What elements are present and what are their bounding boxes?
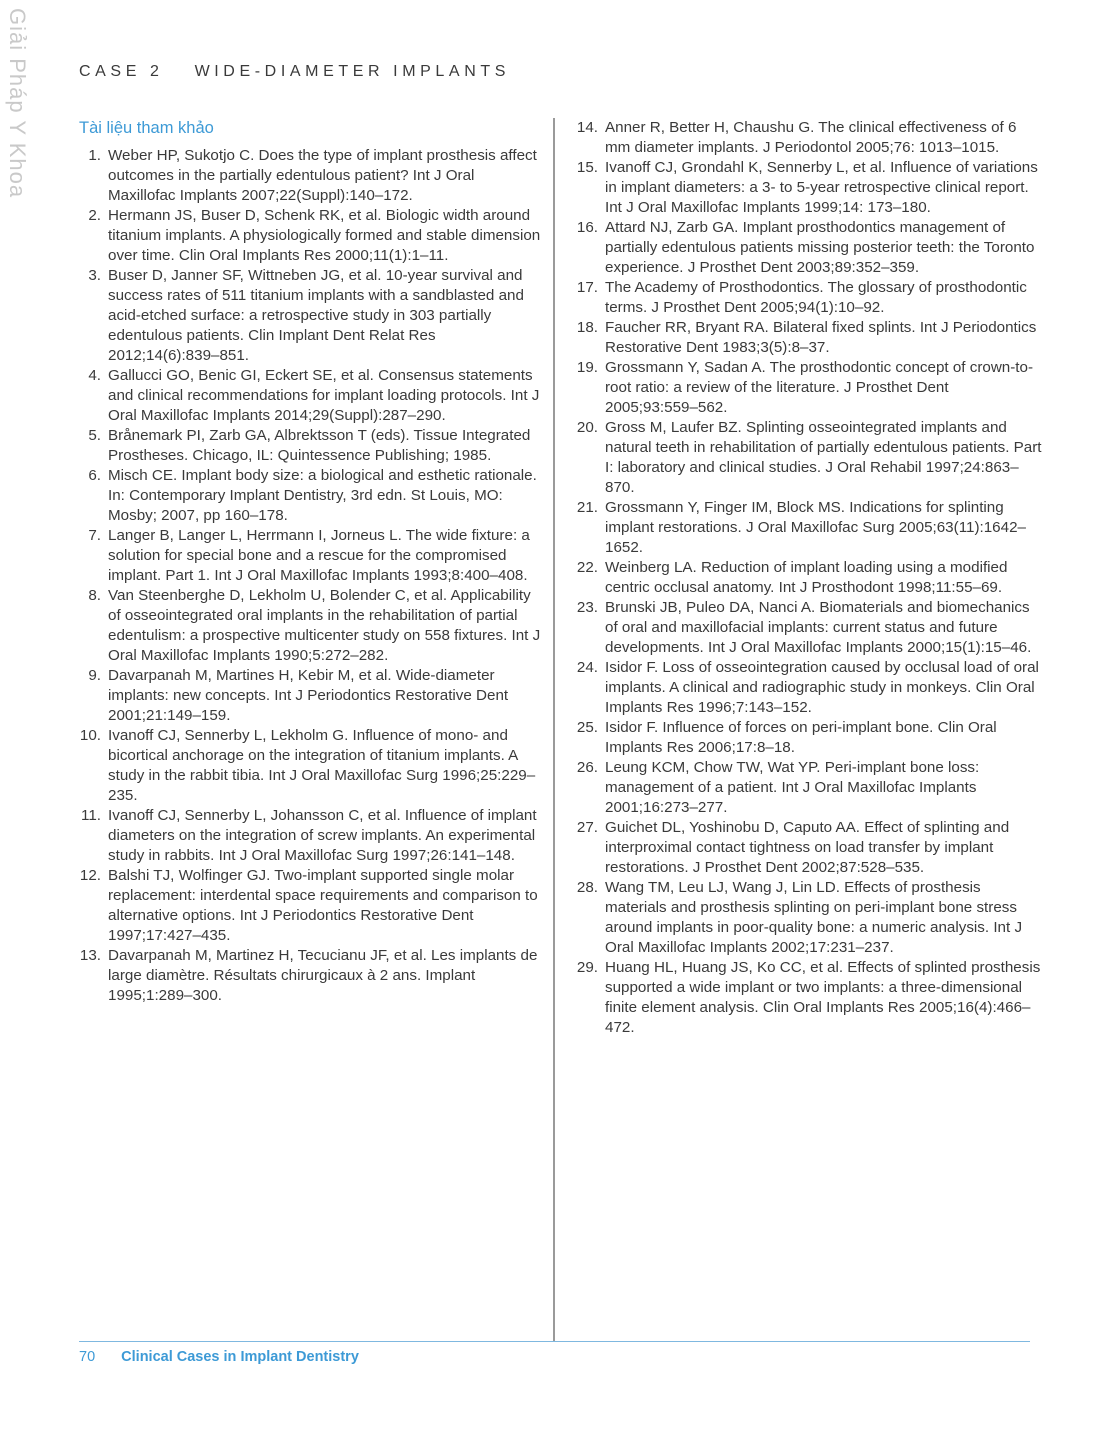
reference-number: 19.	[576, 359, 598, 376]
reference-item	[79, 466, 541, 526]
reference-text: Faucher RR, Bryant RA. Bilateral fixed splints. Int J Periodontics Restorative Dent 1983;3(5):8–37.	[605, 319, 1037, 356]
reference-list-left	[79, 146, 541, 1006]
reference-text: Gallucci GO, Benic GI, Eckert SE, et al. Consensus statements and clinical recommendations for implant loading protocols. Int J Oral Maxillofac Implants 2014;29(Suppl):287–290.	[108, 367, 540, 424]
watermark: Giải Pháp Y Khoa	[5, 8, 30, 199]
reference-number: 17.	[576, 279, 598, 296]
reference-item	[573, 958, 1043, 1038]
reference-text: Weinberg LA. Reduction of implant loading using a modified centric occlusal anatomy. Int J Prosthodont 1998;11:55–69.	[605, 559, 1008, 596]
reference-item	[573, 558, 1043, 598]
reference-text: Grossmann Y, Sadan A. The prosthodontic concept of crown-to-root ratio: a review of the literature. J Prosthet Dent 2005;93:559–562.	[605, 359, 1034, 416]
reference-number: 13.	[79, 947, 101, 964]
reference-number: 14.	[576, 119, 598, 136]
reference-number: 18.	[576, 319, 598, 336]
reference-item	[573, 718, 1043, 758]
reference-item	[79, 526, 541, 586]
column-divider	[553, 118, 555, 1342]
reference-number: 12.	[79, 867, 101, 884]
reference-number: 25.	[576, 719, 598, 736]
reference-text: Ivanoff CJ, Sennerby L, Johansson C, et al. Influence of implant diameters on the integration of screw implants. An experimental study in rabbits. Int J Oral Maxillofac Surg 1997;26:141–148.	[108, 807, 537, 864]
reference-item	[573, 158, 1043, 218]
reference-number: 24.	[576, 659, 598, 676]
reference-text: Isidor F. Loss of osseointegration caused by occlusal load of oral implants. A clinical and radiographic study in monkeys. Clin Oral Implants Res 1996;7:143–152.	[605, 659, 1039, 716]
reference-number: 22.	[576, 559, 598, 576]
reference-number: 7.	[88, 527, 101, 544]
reference-item	[573, 818, 1043, 878]
footer-rule	[79, 1341, 1030, 1342]
reference-text: Hermann JS, Buser D, Schenk RK, et al. Biologic width around titanium implants. A physiologically formed and stable dimension over time. Clin Oral Implants Res 2000;11(1):1–11.	[108, 207, 541, 264]
reference-number: 8.	[88, 587, 101, 604]
reference-item	[573, 758, 1043, 818]
reference-number: 26.	[576, 759, 598, 776]
reference-item	[79, 946, 541, 1006]
references-column-left	[79, 118, 541, 1006]
reference-item	[79, 146, 541, 206]
reference-number: 27.	[576, 819, 598, 836]
reference-text: Attard NJ, Zarb GA. Implant prosthodontics management of partially edentulous patients missing posterior teeth: the Toronto experience. J Prosthet Dent 2003;89:352–359.	[605, 219, 1035, 276]
reference-item	[79, 206, 541, 266]
reference-item	[573, 598, 1043, 658]
footer	[79, 1349, 359, 1365]
reference-text: Gross M, Laufer BZ. Splinting osseointegrated implants and natural teeth in rehabilitation of partially edentulous patients. Part I: laboratory and clinical studies. J Oral Rehabil 1997;24:863–870.	[605, 419, 1042, 496]
reference-item	[573, 878, 1043, 958]
reference-number: 6.	[88, 467, 101, 484]
reference-text: Ivanoff CJ, Sennerby L, Lekholm G. Influence of mono- and bicortical anchorage on the integration of titanium implants. A study in the rabbit tibia. Int J Oral Maxillofac Surg 1996;25:229–235.	[108, 727, 536, 804]
reference-text: Brunski JB, Puleo DA, Nanci A. Biomaterials and biomechanics of oral and maxillofacial implants: current status and future developments. Int J Oral Maxillofac Implants 2000;15(1):15–46.	[605, 599, 1032, 656]
reference-text: Buser D, Janner SF, Wittneben JG, et al. 10-year survival and success rates of 511 titanium implants with a sandblasted and acid-etched surface: a retrospective study in 303 partially edentulous patients. Clin Implant Dent Relat Res 2012;14(6):839–851.	[108, 267, 524, 364]
reference-number: 2.	[88, 207, 101, 224]
reference-text: Wang TM, Leu LJ, Wang J, Lin LD. Effects of prosthesis materials and prosthesis splinting on peri-implant bone stress around implants in poor-quality bone: a numeric analysis. Int J Oral Maxillofac Implants 2002;17:231–237.	[605, 879, 1023, 956]
reference-text: Davarpanah M, Martinez H, Tecucianu JF, et al. Les implants de large diamètre. Résultats chirurgicaux à 2 ans. Implant 1995;1:289–300.	[108, 947, 538, 1004]
reference-number: 1.	[88, 147, 101, 164]
reference-item	[573, 218, 1043, 278]
reference-item	[573, 418, 1043, 498]
reference-text: The Academy of Prosthodontics. The glossary of prosthodontic terms. J Prosthet Dent 2005;94(1):10–92.	[605, 279, 1027, 316]
reference-item	[79, 806, 541, 866]
reference-item	[573, 278, 1043, 318]
reference-item	[573, 358, 1043, 418]
reference-number: 16.	[576, 219, 598, 236]
reference-text: Van Steenberghe D, Lekholm U, Bolender C, et al. Applicability of osseointegrated oral implants in the rehabilitation of partial edentulism: a prospective multicenter study on 558 fixtures. Int J Oral Maxillofac Implants 1990;5:272–282.	[108, 587, 541, 664]
running-head-title: WIDE-DIAMETER IMPLANTS	[194, 63, 510, 80]
references-column-right	[573, 118, 1043, 1038]
reference-list-right	[573, 118, 1043, 1038]
section-title: Tài liệu tham khảo	[79, 119, 214, 137]
reference-number: 23.	[576, 599, 598, 616]
reference-item	[573, 118, 1043, 158]
reference-text: Grossmann Y, Finger IM, Block MS. Indications for splinting implant restorations. J Oral Maxillofac Surg 2005;63(11):1642–1652.	[605, 499, 1026, 556]
page-number: 70	[79, 1349, 96, 1365]
reference-text: Anner R, Better H, Chaushu G. The clinical effectiveness of 6 mm diameter implants. J Periodontol 2005;76: 1013–1015.	[605, 119, 1017, 156]
reference-number: 29.	[576, 959, 598, 976]
reference-number: 21.	[576, 499, 598, 516]
reference-text: Misch CE. Implant body size: a biological and esthetic rationale. In: Contemporary Implant Dentistry, 3rd edn. St Louis, MO: Mosby; 2007, pp 160–178.	[108, 467, 537, 524]
reference-text: Brånemark PI, Zarb GA, Albrektsson T (eds). Tissue Integrated Prostheses. Chicago, IL: Quintessence Publishing; 1985.	[108, 427, 531, 464]
reference-text: Ivanoff CJ, Grondahl K, Sennerby L, et al. Influence of variations in implant diameters: a 3- to 5-year retrospective clinical report. Int J Oral Maxillofac Implants 1999;14: 173–180.	[605, 159, 1038, 216]
reference-item	[79, 586, 541, 666]
reference-item	[79, 266, 541, 366]
running-head	[79, 63, 510, 81]
reference-number: 28.	[576, 879, 598, 896]
reference-item	[79, 366, 541, 426]
reference-number: 9.	[88, 667, 101, 684]
reference-text: Leung KCM, Chow TW, Wat YP. Peri-implant bone loss: management of a patient. Int J Oral Maxillofac Implants 2001;16:273–277.	[605, 759, 980, 816]
reference-text: Guichet DL, Yoshinobu D, Caputo AA. Effect of splinting and interproximal contact tightness on load transfer by implant restorations. J Prosthet Dent 2002;87:528–535.	[605, 819, 1010, 876]
reference-item	[573, 498, 1043, 558]
reference-number: 3.	[88, 267, 101, 284]
reference-text: Balshi TJ, Wolfinger GJ. Two-implant supported single molar replacement: interdental space requirements and comparison to alternative options. Int J Periodontics Restorative Dent 1997;17:427–435.	[108, 867, 538, 944]
reference-item	[573, 658, 1043, 718]
reference-number: 15.	[576, 159, 598, 176]
reference-text: Weber HP, Sukotjo C. Does the type of implant prosthesis affect outcomes in the partially edentulous patient? Int J Oral Maxillofac Implants 2007;22(Suppl):140–172.	[108, 147, 537, 204]
reference-item	[79, 726, 541, 806]
reference-number: 4.	[88, 367, 101, 384]
running-head-case: CASE 2	[79, 63, 164, 80]
reference-text: Davarpanah M, Martines H, Kebir M, et al. Wide-diameter implants: new concepts. Int J Periodontics Restorative Dent 2001;21:149–159.	[108, 667, 509, 724]
reference-text: Isidor F. Influence of forces on peri-implant bone. Clin Oral Implants Res 2006;17:8–18.	[605, 719, 997, 756]
reference-number: 5.	[88, 427, 101, 444]
reference-item	[573, 318, 1043, 358]
reference-number: 11.	[81, 807, 101, 824]
book-title: Clinical Cases in Implant Dentistry	[121, 1349, 359, 1365]
reference-text: Langer B, Langer L, Herrmann I, Jorneus L. The wide fixture: a solution for special bone and a rescue for the compromised implant. Part 1. Int J Oral Maxillofac Implants 1993;8:400–408.	[108, 527, 530, 584]
reference-number: 20.	[576, 419, 598, 436]
reference-item	[79, 666, 541, 726]
reference-item	[79, 866, 541, 946]
reference-text: Huang HL, Huang JS, Ko CC, et al. Effects of splinted prosthesis supported a wide implant or two implants: a three-dimensional finite element analysis. Clin Oral Implants Res 2005;16(4):466–472.	[605, 959, 1041, 1036]
reference-item	[79, 426, 541, 466]
reference-number: 10.	[79, 727, 101, 744]
